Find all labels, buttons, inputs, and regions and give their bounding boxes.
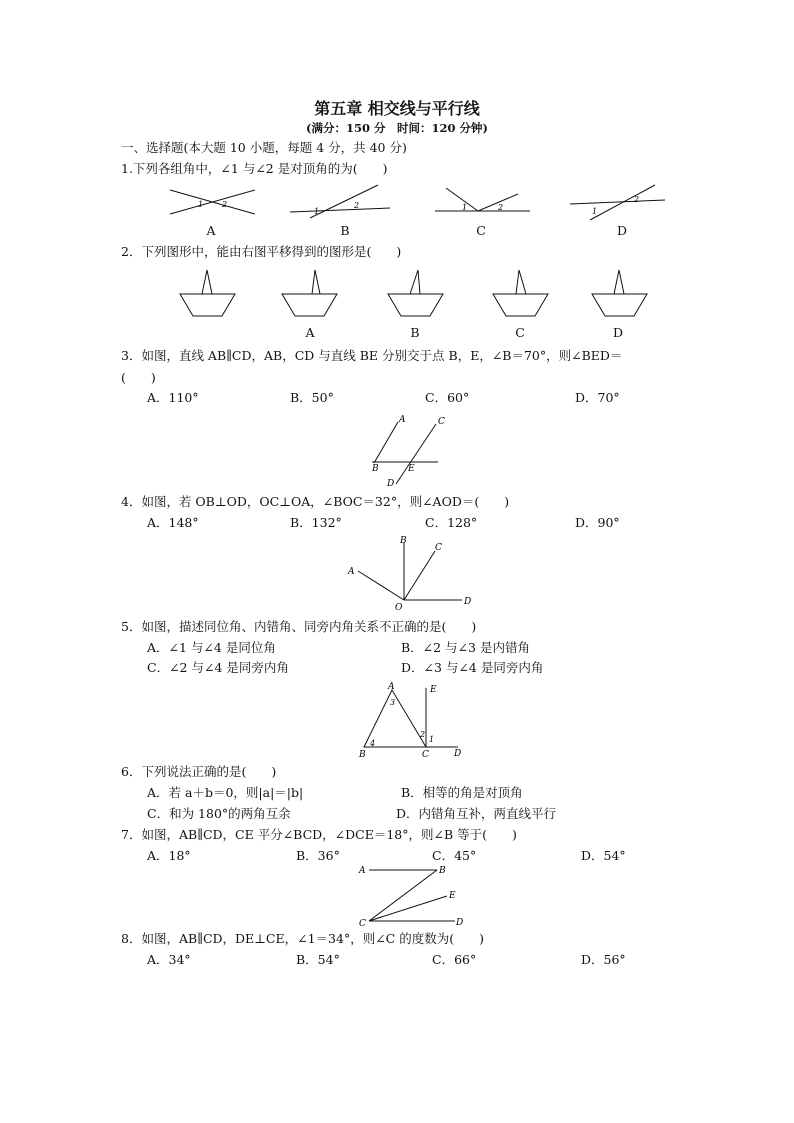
q1-label-b: B (340, 223, 350, 238)
q5-point-c: C (422, 750, 429, 760)
q4-figure (340, 533, 480, 613)
q3-figure (360, 410, 460, 490)
q4-point-b: B (400, 536, 407, 546)
q5-angle-3: 3 (390, 698, 396, 707)
q1d-mark-2: 2 (634, 195, 640, 204)
q7-point-c: C (359, 919, 366, 929)
q7-point-e: E (449, 891, 456, 901)
q5-option-d: D．∠3 与∠4 是同旁内角 (401, 660, 544, 675)
q5-angle-2: 2 (420, 730, 426, 739)
section-heading: 一、选择题(本大题 10 小题，每题 4 分，共 40 分) (121, 140, 407, 155)
q1c-mark-1: 1 (462, 203, 468, 212)
q3-stem-cont: ( ) (121, 370, 156, 385)
q6-stem: 6．下列说法正确的是( ) (121, 764, 277, 779)
q2-boat-d (592, 270, 647, 316)
q2-boat-a (282, 270, 337, 316)
q5-option-c: C．∠2 与∠4 是同旁内角 (147, 660, 289, 675)
q1b-mark-2: 2 (354, 201, 360, 210)
q7-point-b: B (439, 866, 446, 876)
q8-option-d: D．56° (581, 952, 626, 967)
q2-boat-c (493, 270, 548, 316)
q4-option-b: B．132° (290, 515, 342, 530)
q4-point-o: O (395, 603, 403, 613)
q4-option-a: A．148° (147, 515, 199, 530)
q4-point-d: D (464, 597, 472, 607)
q2-label-a: A (305, 325, 315, 340)
q1-label-a: A (206, 223, 216, 238)
q7-option-c: C．45° (432, 848, 477, 863)
q1a-mark-2: 2 (222, 200, 228, 209)
q3-option-b: B．50° (290, 390, 334, 405)
q1c-mark-2: 2 (498, 203, 504, 212)
q1-figure-a (170, 190, 255, 214)
q5-point-d: D (454, 749, 462, 759)
q5-stem: 5．如图，描述同位角、内错角、同旁内角关系不正确的是( ) (121, 619, 477, 634)
q2-boat-b (388, 270, 443, 316)
q4-point-c: C (435, 543, 442, 553)
page-subtitle: (满分：150 分 时间：120 分钟) (306, 121, 488, 135)
q5-point-a: A (388, 682, 395, 692)
q6-option-b: B．相等的角是对顶角 (401, 785, 523, 800)
q3-point-a: A (399, 415, 406, 425)
q2-label-b: B (410, 325, 420, 340)
q1-figure-d (570, 185, 665, 220)
q8-option-a: A．34° (147, 952, 191, 967)
q3-option-d: D．70° (575, 390, 620, 405)
q7-option-a: A．18° (147, 848, 191, 863)
q7-point-a: A (359, 866, 366, 876)
page-title: 第五章 相交线与平行线 (314, 99, 480, 118)
q5-point-b: B (359, 750, 366, 760)
q2-original-boat (180, 270, 235, 316)
q4-point-a: A (348, 567, 355, 577)
q2-figures (170, 264, 660, 324)
q6-option-c: C．和为 180°的两角互余 (147, 806, 291, 821)
q5-angle-1: 1 (429, 735, 435, 744)
q1-figure-c (435, 188, 530, 212)
q6-option-d: D．内错角互补，两直线平行 (396, 806, 557, 821)
q5-option-a: A．∠1 与∠4 是同位角 (147, 640, 276, 655)
q1d-mark-1: 1 (592, 207, 598, 216)
q4-stem: 4．如图，若 OB⊥OD，OC⊥OA，∠BOC＝32°，则∠AOD＝( ) (121, 494, 510, 509)
q1-label-d: D (616, 223, 628, 238)
q3-option-a: A．110° (147, 390, 199, 405)
q7-option-d: D．54° (581, 848, 626, 863)
q6-option-a: A．若 a＋b＝0，则|a|＝|b| (147, 785, 304, 800)
q4-option-d: D．90° (575, 515, 620, 530)
q5-option-b: B．∠2 与∠3 是内错角 (401, 640, 530, 655)
q1-stem: 1.下列各组角中，∠1 与∠2 是对顶角的为( ) (121, 161, 388, 176)
q4-option-c: C．128° (425, 515, 478, 530)
q3-point-e: E (408, 464, 415, 474)
q7-stem: 7．如图，AB∥CD，CE 平分∠BCD，∠DCE＝18°，则∠B 等于( ) (121, 827, 517, 842)
q3-point-d: D (387, 479, 395, 489)
q3-option-c: C．60° (425, 390, 470, 405)
q2-stem: 2．下列图形中，能由右图平移得到的图形是( ) (121, 244, 402, 259)
q1-label-c: C (476, 223, 486, 238)
q1-figures (150, 180, 680, 222)
q3-point-b: B (372, 464, 379, 474)
q8-option-b: B．54° (296, 952, 340, 967)
q7-option-b: B．36° (296, 848, 340, 863)
q5-point-e: E (430, 685, 437, 695)
q3-point-c: C (438, 417, 445, 427)
q7-point-d: D (456, 918, 464, 928)
q5-figure (350, 680, 470, 760)
q1b-mark-1: 1 (314, 207, 320, 216)
q1-figure-b (290, 185, 390, 218)
q1a-mark-1: 1 (198, 200, 204, 209)
q3-stem: 3．如图，直线 AB∥CD，AB，CD 与直线 BE 分别交于点 B，E，∠B＝70°，则∠BED＝ (121, 348, 623, 363)
q5-angle-4: 4 (370, 739, 376, 748)
q7-figure (355, 862, 475, 930)
q8-option-c: C．66° (432, 952, 477, 967)
q8-stem: 8．如图，AB∥CD，DE⊥CE，∠1＝34°，则∠C 的度数为( ) (121, 931, 484, 946)
q2-label-d: D (612, 325, 624, 340)
q2-label-c: C (515, 325, 525, 340)
